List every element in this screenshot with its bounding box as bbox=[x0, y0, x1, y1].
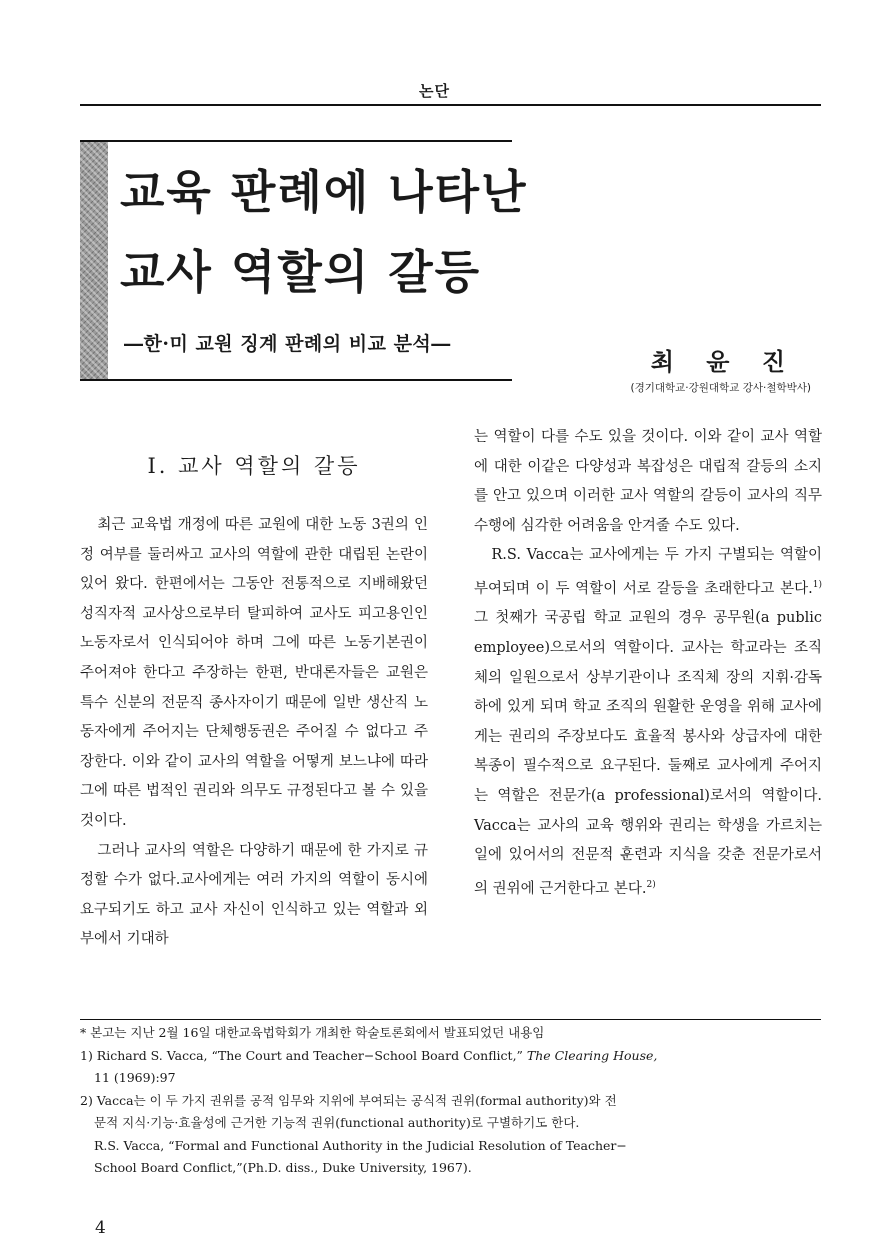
paragraph-text: 그 첫째가 국공립 학교 교원의 경우 공무원(a public employee)으로서의 역할이다. 교사는 학교라는 조직체의 일원으로서 상부기관이나 조직체 장의 지휘·감독하에 있게 되며 학교 조직의 원활한 운영을 위해 교사에게는 권리의 주장보다도 효율적 봉사와 상급자에 대한 복종이 필수적으로 요구된다. 둘째로 교사에게 주어지는 역할은 전문가(a professional)로서의 역할이다. Vacca는 교사의 교육 행위와 권리는 학생을 가르치는 일에 있어서의 전문적 훈련과 지식을 갖춘 전문가로서의 권위에 근거한다고 본다. bbox=[474, 610, 822, 897]
left-column bbox=[80, 511, 428, 955]
section-label: 논단 bbox=[419, 82, 450, 100]
footnote-2 bbox=[80, 1090, 821, 1180]
footnote-ref-1: 1) bbox=[812, 579, 822, 590]
paragraph-text: R.S. Vacca는 교사에게는 두 가지 구별되는 역할이 부여되며 이 두 역할이 서로 갈등을 초래한다고 본다. bbox=[474, 547, 822, 597]
body-paragraph bbox=[474, 541, 822, 904]
journal-title: The Clearing House, bbox=[526, 1047, 658, 1063]
footnote-text: 1) Richard S. Vacca, “The Court and Teacher−School Board Conflict,” bbox=[80, 1047, 523, 1063]
footnote-rule bbox=[80, 1019, 821, 1020]
footnote-text: 문적 지식·기능·효율성에 근거한 기능적 권위(functional authority)로 구별하기도 한다. bbox=[94, 1115, 580, 1130]
footnotes bbox=[80, 1022, 821, 1180]
footnote-text: 2) Vacca는 이 두 가지 권위를 공적 임무와 지위에 부여되는 공식적 권위(formal authority)와 전 bbox=[80, 1092, 617, 1108]
title-decoration-stripe bbox=[80, 142, 108, 379]
page-number: 4 bbox=[95, 1218, 106, 1238]
footnote-1 bbox=[80, 1045, 821, 1090]
body-paragraph: 최근 교육법 개정에 따른 교원에 대한 노동 3권의 인정 여부를 둘러싸고 교사의 역할에 관한 대립된 논란이 있어 왔다. 한편에서는 그동안 전통적으로 지배해왔던 성직자적 교사상으로부터 탈피하여 교사도 피고용인인 노동자로서 인식되어야 하며 그에 따른 노동기본권이 주어져야 한다고 주장하는 한편, 반대론자들은 교원은 특수 신분의 전문직 종사자이기 때문에 일반 생산직 노동자에게 주어지는 단체행동권은 주어질 수 없다고 주장한다. 이와 같이 교사의 역할을 어떻게 보느냐에 따라 그에 따른 법적인 권리와 의무도 규정된다고 볼 수 있을 것이다. bbox=[80, 517, 428, 829]
header-rule bbox=[80, 104, 821, 106]
title-block bbox=[80, 140, 528, 381]
author-affiliation: (경기대학교·강원대학교 강사·철학박사) bbox=[630, 382, 811, 394]
title-line-2: 교사 역할의 갈등 bbox=[120, 245, 482, 299]
subtitle: ―한·미 교원 징계 판례의 비교 분석― bbox=[124, 333, 451, 355]
right-column bbox=[474, 423, 822, 904]
author-name: 최 윤 진 bbox=[650, 348, 797, 376]
body-paragraph: 는 역할이 다를 수도 있을 것이다. 이와 같이 교사 역할에 대한 이같은 다양성과 복잡성은 대립적 갈등의 소지를 안고 있으며 이러한 교사 역할의 갈등이 교사의 직무 수행에 심각한 어려움을 안겨줄 수도 있다. bbox=[474, 429, 822, 534]
title-line-1: 교육 판례에 나타난 bbox=[120, 165, 528, 219]
body-paragraph: 그러나 교사의 역할은 다양하기 때문에 한 가지로 규정할 수가 없다.교사에게는 여러 가지의 역할이 동시에 요구되기도 하고 교사 자신이 인식하고 있는 역할과 외부에서 기대하 bbox=[80, 842, 428, 948]
footnote-text: School Board Conflict,”(Ph.D. diss., Duke University, 1967). bbox=[94, 1160, 472, 1175]
section-heading: Ⅰ. 교사 역할의 갈등 bbox=[147, 454, 361, 478]
footnote-text: R.S. Vacca, “Formal and Functional Authority in the Judicial Resolution of Teacher− bbox=[94, 1137, 627, 1153]
footnote-star: * 본고는 지난 2월 16일 대한교육법학회가 개최한 학술토론회에서 발표되었던 내용임 bbox=[80, 1025, 545, 1040]
footnote-text: 11 (1969):97 bbox=[94, 1070, 176, 1085]
footnote-ref-2: 2) bbox=[646, 879, 656, 890]
